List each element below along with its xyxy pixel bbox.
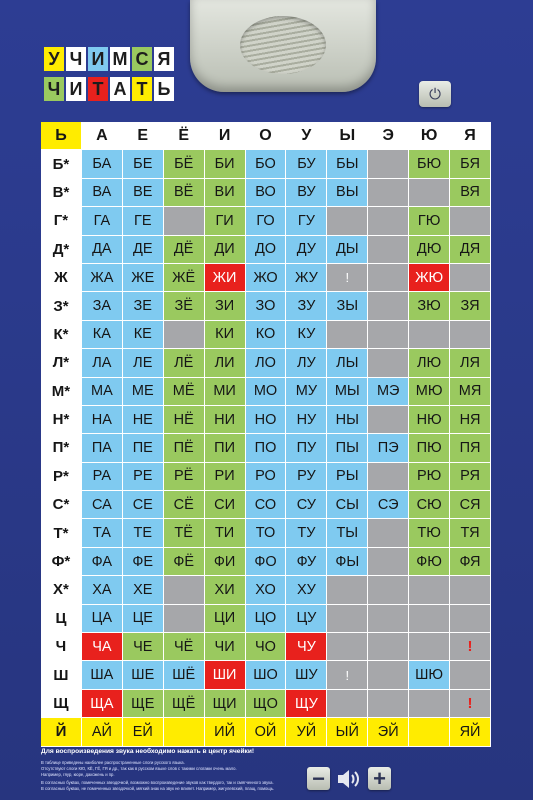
row-consonant-cell[interactable]: Й (41, 718, 82, 746)
logo-letter-tile: А (110, 77, 130, 101)
syllable-cell[interactable]: РИ (205, 463, 246, 491)
syllable-cell[interactable]: ЩЁ (164, 690, 205, 718)
note-line: Например, гяур, кюре, дакожень и пр. (41, 772, 115, 777)
syllable-cell[interactable]: ЧЁ (164, 633, 205, 661)
empty-cell (164, 718, 205, 746)
empty-cell (409, 179, 450, 207)
syllable-cell[interactable]: МЫ (327, 378, 368, 406)
syllable-cell[interactable]: ЩЕ (123, 690, 164, 718)
syllable-cell[interactable]: ВО (246, 179, 287, 207)
syllable-cell[interactable]: ПЁ (164, 434, 205, 462)
header-cell-vowel[interactable]: Е (123, 122, 164, 150)
syllable-cell[interactable]: ЕЙ (123, 718, 164, 746)
syllable-cell[interactable]: ФЫ (327, 548, 368, 576)
syllable-cell[interactable]: МЕ (123, 378, 164, 406)
syllable-cell[interactable]: ОЙ (246, 718, 287, 746)
syllable-cell[interactable]: ЩО (246, 690, 287, 718)
syllable-cell[interactable]: ФЁ (164, 548, 205, 576)
syllable-cell[interactable]: ЗЕ (123, 292, 164, 320)
volume-controls (307, 767, 391, 790)
empty-cell (368, 406, 409, 434)
syllable-cell[interactable]: МЮ (409, 378, 450, 406)
logo (44, 47, 176, 107)
empty-cell (409, 321, 450, 349)
empty-cell (327, 605, 368, 633)
header-cell-vowel[interactable]: У (286, 122, 327, 150)
syllable-cell[interactable]: СУ (286, 491, 327, 519)
empty-cell (409, 690, 450, 718)
syllable-cell[interactable]: ГИ (205, 207, 246, 235)
syllable-cell[interactable]: ЖИ (205, 264, 246, 292)
syllable-cell[interactable]: ВА (82, 179, 123, 207)
syllable-cell[interactable]: ВЁ (164, 179, 205, 207)
note-line: Отсутствуют слоги КЮ, КЁ, ГЁ, ГЯ и др., так как в русском языке слов с такими слогами очень мало. (41, 766, 237, 771)
syllable-cell[interactable]: ХО (246, 576, 287, 604)
empty-cell (368, 463, 409, 491)
syllable-cell[interactable]: МО (246, 378, 287, 406)
syllable-cell[interactable]: БЁ (164, 150, 205, 178)
syllable-cell[interactable]: ФЯ (450, 548, 491, 576)
syllable-cell[interactable]: СИ (205, 491, 246, 519)
logo-letter-tile: У (44, 47, 64, 71)
note-line: В согласных буквах, помеченных звездочкой, возможно воспроизведение звуков как твердого, так и смягченного звука. (41, 780, 274, 785)
syllable-cell[interactable]: ШУ (286, 661, 327, 689)
power-button[interactable] (419, 81, 451, 107)
syllable-cell[interactable]: ЖЮ (409, 264, 450, 292)
empty-cell (368, 605, 409, 633)
header-cell-vowel[interactable]: Ё (164, 122, 205, 150)
empty-cell (368, 633, 409, 661)
syllable-cell[interactable]: БЫ (327, 150, 368, 178)
syllable-cell[interactable]: СЁ (164, 491, 205, 519)
syllable-cell[interactable]: КИ (205, 321, 246, 349)
syllable-cell[interactable]: ПА (82, 434, 123, 462)
row-consonant-cell[interactable]: М* (41, 378, 82, 406)
logo-letter-tile: С (132, 47, 152, 71)
syllable-cell[interactable]: ЛЯ (450, 349, 491, 377)
syllable-cell[interactable]: АЙ (82, 718, 123, 746)
empty-cell (368, 548, 409, 576)
syllable-cell[interactable]: КЕ (123, 321, 164, 349)
syllable-cell[interactable]: ЗЯ (450, 292, 491, 320)
logo-letter-tile: Ч (44, 77, 64, 101)
syllable-cell[interactable]: ГУ (286, 207, 327, 235)
logo-line-2 (44, 77, 176, 101)
syllable-cell[interactable]: ГА (82, 207, 123, 235)
syllable-cell[interactable]: НО (246, 406, 287, 434)
row-consonant-cell[interactable]: Г* (41, 207, 82, 235)
syllable-cell[interactable]: ША (82, 661, 123, 689)
syllable-cell[interactable]: МЭ (368, 378, 409, 406)
syllable-cell[interactable]: ДЁ (164, 236, 205, 264)
instruction-text: Для воспроизведения звука необходимо нажать в центр ячейки! (41, 748, 255, 755)
header-cell-soft-sign[interactable]: Ь (41, 122, 82, 150)
syllable-cell[interactable]: КА (82, 321, 123, 349)
empty-cell (409, 576, 450, 604)
power-icon: ⏻ (429, 85, 441, 103)
syllable-cell[interactable]: ТО (246, 519, 287, 547)
empty-cell (450, 576, 491, 604)
empty-cell (450, 321, 491, 349)
syllable-cell[interactable]: НЁ (164, 406, 205, 434)
syllable-cell[interactable]: МУ (286, 378, 327, 406)
header-cell-vowel[interactable]: А (82, 122, 123, 150)
syllable-cell[interactable]: БЕ (123, 150, 164, 178)
syllable-cell[interactable]: ЯЙ (450, 718, 491, 746)
syllable-cell[interactable]: ФИ (205, 548, 246, 576)
syllable-cell[interactable]: РУ (286, 463, 327, 491)
syllable-cell[interactable]: СЮ (409, 491, 450, 519)
syllable-cell[interactable]: НЕ (123, 406, 164, 434)
syllable-cell[interactable]: ХУ (286, 576, 327, 604)
logo-letter-tile: Я (154, 47, 174, 71)
empty-cell (327, 633, 368, 661)
syllable-cell[interactable]: ЩИ (205, 690, 246, 718)
empty-cell (368, 576, 409, 604)
row-consonant-cell[interactable]: Л* (41, 349, 82, 377)
syllable-cell[interactable]: ЧИ (205, 633, 246, 661)
syllable-cell[interactable]: БЮ (409, 150, 450, 178)
syllable-cell[interactable]: ТЫ (327, 519, 368, 547)
syllable-cell[interactable]: РЮ (409, 463, 450, 491)
empty-cell (450, 207, 491, 235)
syllable-cell[interactable]: ТЕ (123, 519, 164, 547)
syllable-cell[interactable]: ТИ (205, 519, 246, 547)
empty-cell (450, 661, 491, 689)
syllable-cell[interactable]: ЗО (246, 292, 287, 320)
empty-cell (368, 690, 409, 718)
syllable-cell[interactable]: ПЭ (368, 434, 409, 462)
syllable-cell[interactable]: ФЮ (409, 548, 450, 576)
syllable-cell[interactable]: ЛО (246, 349, 287, 377)
empty-cell (164, 605, 205, 633)
syllable-cell[interactable]: ВЯ (450, 179, 491, 207)
empty-cell (164, 321, 205, 349)
syllable-cell[interactable]: ТЮ (409, 519, 450, 547)
empty-cell (164, 207, 205, 235)
syllable-cell[interactable]: МЯ (450, 378, 491, 406)
syllable-cell[interactable]: ЦИ (205, 605, 246, 633)
empty-cell (327, 576, 368, 604)
empty-cell (327, 321, 368, 349)
syllable-cell[interactable]: ДИ (205, 236, 246, 264)
syllable-cell[interactable]: ЖО (246, 264, 287, 292)
syllable-cell[interactable]: ШЕ (123, 661, 164, 689)
syllable-cell[interactable]: МА (82, 378, 123, 406)
syllable-cell[interactable]: ДЕ (123, 236, 164, 264)
syllable-cell[interactable]: НУ (286, 406, 327, 434)
syllable-cell[interactable]: ВУ (286, 179, 327, 207)
syllable-cell[interactable]: ЦЕ (123, 605, 164, 633)
syllable-cell[interactable]: СО (246, 491, 287, 519)
row-consonant-cell[interactable]: П* (41, 434, 82, 462)
row-consonant-cell[interactable]: В* (41, 179, 82, 207)
speaker-mesh (240, 16, 326, 74)
syllable-cell[interactable]: ПО (246, 434, 287, 462)
syllable-cell[interactable]: ТЯ (450, 519, 491, 547)
syllable-cell[interactable]: ШЁ (164, 661, 205, 689)
syllable-cell[interactable]: ВИ (205, 179, 246, 207)
syllable-cell[interactable]: МЁ (164, 378, 205, 406)
syllable-cell[interactable]: ЖА (82, 264, 123, 292)
syllable-cell[interactable]: ЛУ (286, 349, 327, 377)
empty-cell (368, 179, 409, 207)
syllable-cell[interactable]: ГЮ (409, 207, 450, 235)
header-cell-vowel[interactable]: Э (368, 122, 409, 150)
syllable-cell[interactable]: ДУ (286, 236, 327, 264)
empty-cell (368, 150, 409, 178)
syllable-cell[interactable]: НЮ (409, 406, 450, 434)
syllable-cell[interactable]: ЛА (82, 349, 123, 377)
syllable-cell[interactable]: ХА (82, 576, 123, 604)
syllable-cell[interactable]: ЭЙ (368, 718, 409, 746)
syllable-cell: ! (327, 264, 368, 292)
syllable-cell[interactable]: ТЁ (164, 519, 205, 547)
syllable-cell[interactable]: НЯ (450, 406, 491, 434)
syllable-cell[interactable]: ГЕ (123, 207, 164, 235)
empty-cell (409, 605, 450, 633)
syllable-cell[interactable]: ДЯ (450, 236, 491, 264)
syllable-cell[interactable]: ЖУ (286, 264, 327, 292)
syllable-cell[interactable]: СЫ (327, 491, 368, 519)
logo-letter-tile: Ь (154, 77, 174, 101)
syllable-cell[interactable]: ЖЕ (123, 264, 164, 292)
syllable-cell[interactable]: ФУ (286, 548, 327, 576)
syllable-cell[interactable]: ПЫ (327, 434, 368, 462)
empty-cell (368, 264, 409, 292)
syllable-cell[interactable]: ЫЙ (327, 718, 368, 746)
row-consonant-cell[interactable]: Д* (41, 236, 82, 264)
syllable-cell[interactable]: НА (82, 406, 123, 434)
syllable-cell[interactable]: ДА (82, 236, 123, 264)
empty-cell (368, 321, 409, 349)
syllable-cell[interactable]: ШЮ (409, 661, 450, 689)
plus-icon: + (373, 765, 386, 791)
logo-line-1 (44, 47, 176, 71)
syllable-cell[interactable]: БО (246, 150, 287, 178)
syllable-cell: ! (327, 661, 368, 689)
empty-cell (368, 661, 409, 689)
logo-letter-tile: М (110, 47, 130, 71)
syllable-cell[interactable]: БЯ (450, 150, 491, 178)
note-line: В согласных буквах, не помеченных звездочкой, мягкий знак на звук не влияет. Например, жигулевский, плащ, помощь. (41, 786, 275, 791)
syllable-cell[interactable]: ЧУ (286, 633, 327, 661)
syllable-cell[interactable]: ЩА (82, 690, 123, 718)
empty-cell (368, 236, 409, 264)
empty-cell (450, 264, 491, 292)
syllable-cell[interactable]: СЭ (368, 491, 409, 519)
empty-cell (164, 576, 205, 604)
syllable-cell[interactable]: РЯ (450, 463, 491, 491)
logo-letter-tile: Ч (66, 47, 86, 71)
syllable-cell: ! (450, 633, 491, 661)
syllable-cell[interactable]: ТУ (286, 519, 327, 547)
syllable-cell[interactable]: ИЙ (205, 718, 246, 746)
syllable-cell[interactable]: ФЕ (123, 548, 164, 576)
syllable-cell[interactable]: ЛЕ (123, 349, 164, 377)
syllable-cell[interactable]: ГО (246, 207, 287, 235)
row-consonant-cell[interactable]: Б* (41, 150, 82, 178)
note-line: В таблице приведены наиболее распространенные слоги русского языка. (41, 760, 185, 765)
syllable-cell[interactable]: БА (82, 150, 123, 178)
header-cell-vowel[interactable]: И (205, 122, 246, 150)
speaker-grille (190, 0, 376, 92)
syllable-cell[interactable]: ЦУ (286, 605, 327, 633)
empty-cell (368, 519, 409, 547)
syllable-cell[interactable]: РЕ (123, 463, 164, 491)
syllable-cell[interactable]: ПЯ (450, 434, 491, 462)
row-consonant-cell[interactable]: Т* (41, 519, 82, 547)
syllable-cell[interactable]: ЗЫ (327, 292, 368, 320)
syllable-cell[interactable]: ШО (246, 661, 287, 689)
syllable-cell[interactable]: РА (82, 463, 123, 491)
syllable-cell[interactable]: НЫ (327, 406, 368, 434)
logo-letter-tile: Т (88, 77, 108, 101)
syllable-cell[interactable]: ХИ (205, 576, 246, 604)
empty-cell (368, 207, 409, 235)
syllable-cell[interactable]: НИ (205, 406, 246, 434)
empty-cell (450, 605, 491, 633)
row-consonant-cell[interactable]: З* (41, 292, 82, 320)
header-cell-vowel[interactable]: Ю (409, 122, 450, 150)
logo-letter-tile: Т (132, 77, 152, 101)
syllable-cell[interactable]: ЧА (82, 633, 123, 661)
syllable-cell[interactable]: ЗЮ (409, 292, 450, 320)
syllable-cell[interactable]: КУ (286, 321, 327, 349)
header-cell-vowel[interactable]: О (246, 122, 287, 150)
syllable-cell[interactable]: ЛЁ (164, 349, 205, 377)
syllable-cell[interactable]: УЙ (286, 718, 327, 746)
syllable-cell[interactable]: РО (246, 463, 287, 491)
syllable-cell[interactable]: ЖЁ (164, 264, 205, 292)
row-consonant-cell[interactable]: Ж (41, 264, 82, 292)
syllable-cell[interactable]: ПУ (286, 434, 327, 462)
syllable-cell[interactable]: МИ (205, 378, 246, 406)
row-consonant-cell[interactable]: Ч (41, 633, 82, 661)
syllable-cell[interactable]: ПИ (205, 434, 246, 462)
header-cell-vowel[interactable]: Ы (327, 122, 368, 150)
syllable-cell[interactable]: ЛЮ (409, 349, 450, 377)
row-consonant-cell[interactable]: Х* (41, 576, 82, 604)
syllable-cell[interactable]: БУ (286, 150, 327, 178)
syllable-cell[interactable]: ФО (246, 548, 287, 576)
syllable-cell[interactable]: ДО (246, 236, 287, 264)
syllable-cell[interactable]: ЗУ (286, 292, 327, 320)
volume-up-button[interactable] (368, 767, 391, 790)
syllable-cell[interactable]: ХЕ (123, 576, 164, 604)
syllable-cell[interactable]: СЕ (123, 491, 164, 519)
syllable-cell[interactable]: РЁ (164, 463, 205, 491)
syllable-cell[interactable]: ФА (82, 548, 123, 576)
row-consonant-cell[interactable]: Н* (41, 406, 82, 434)
syllable-cell[interactable]: ПЮ (409, 434, 450, 462)
syllable-cell[interactable]: КО (246, 321, 287, 349)
syllable-cell[interactable]: ПЕ (123, 434, 164, 462)
row-consonant-cell[interactable]: С* (41, 491, 82, 519)
syllable-cell[interactable]: ЛИ (205, 349, 246, 377)
row-consonant-cell[interactable]: Ш (41, 661, 82, 689)
empty-cell (409, 718, 450, 746)
empty-cell (327, 690, 368, 718)
row-consonant-cell[interactable]: Щ (41, 690, 82, 718)
row-consonant-cell[interactable]: Ц (41, 605, 82, 633)
empty-cell (409, 633, 450, 661)
syllable-cell[interactable]: ДЫ (327, 236, 368, 264)
syllable-cell[interactable]: ЦО (246, 605, 287, 633)
syllable-cell[interactable]: ДЮ (409, 236, 450, 264)
volume-down-button[interactable] (307, 767, 330, 790)
syllable-cell[interactable]: ШИ (205, 661, 246, 689)
syllable-table (41, 122, 491, 747)
logo-letter-tile: И (66, 77, 86, 101)
empty-cell (327, 207, 368, 235)
speaker-icon (336, 768, 362, 790)
logo-letter-tile: И (88, 47, 108, 71)
syllable-cell[interactable]: СА (82, 491, 123, 519)
syllable-cell[interactable]: ЧЕ (123, 633, 164, 661)
minus-icon: − (312, 765, 325, 791)
syllable-cell[interactable]: ЧО (246, 633, 287, 661)
syllable-cell[interactable]: ВЫ (327, 179, 368, 207)
volume-icon (330, 767, 368, 790)
header-cell-vowel[interactable]: Я (450, 122, 491, 150)
syllable-cell[interactable]: ЗЁ (164, 292, 205, 320)
syllable-cell[interactable]: БИ (205, 150, 246, 178)
syllable-cell: ! (450, 690, 491, 718)
syllable-cell[interactable]: ЗА (82, 292, 123, 320)
empty-cell (368, 292, 409, 320)
syllable-cell[interactable]: РЫ (327, 463, 368, 491)
empty-cell (368, 349, 409, 377)
row-consonant-cell[interactable]: Р* (41, 463, 82, 491)
row-consonant-cell[interactable]: К* (41, 321, 82, 349)
syllable-cell[interactable]: ВЕ (123, 179, 164, 207)
row-consonant-cell[interactable]: Ф* (41, 548, 82, 576)
syllable-cell[interactable]: СЯ (450, 491, 491, 519)
syllable-cell[interactable]: ТА (82, 519, 123, 547)
syllable-cell[interactable]: ЩУ (286, 690, 327, 718)
syllable-cell[interactable]: ЦА (82, 605, 123, 633)
syllable-cell[interactable]: ЛЫ (327, 349, 368, 377)
syllable-cell[interactable]: ЗИ (205, 292, 246, 320)
